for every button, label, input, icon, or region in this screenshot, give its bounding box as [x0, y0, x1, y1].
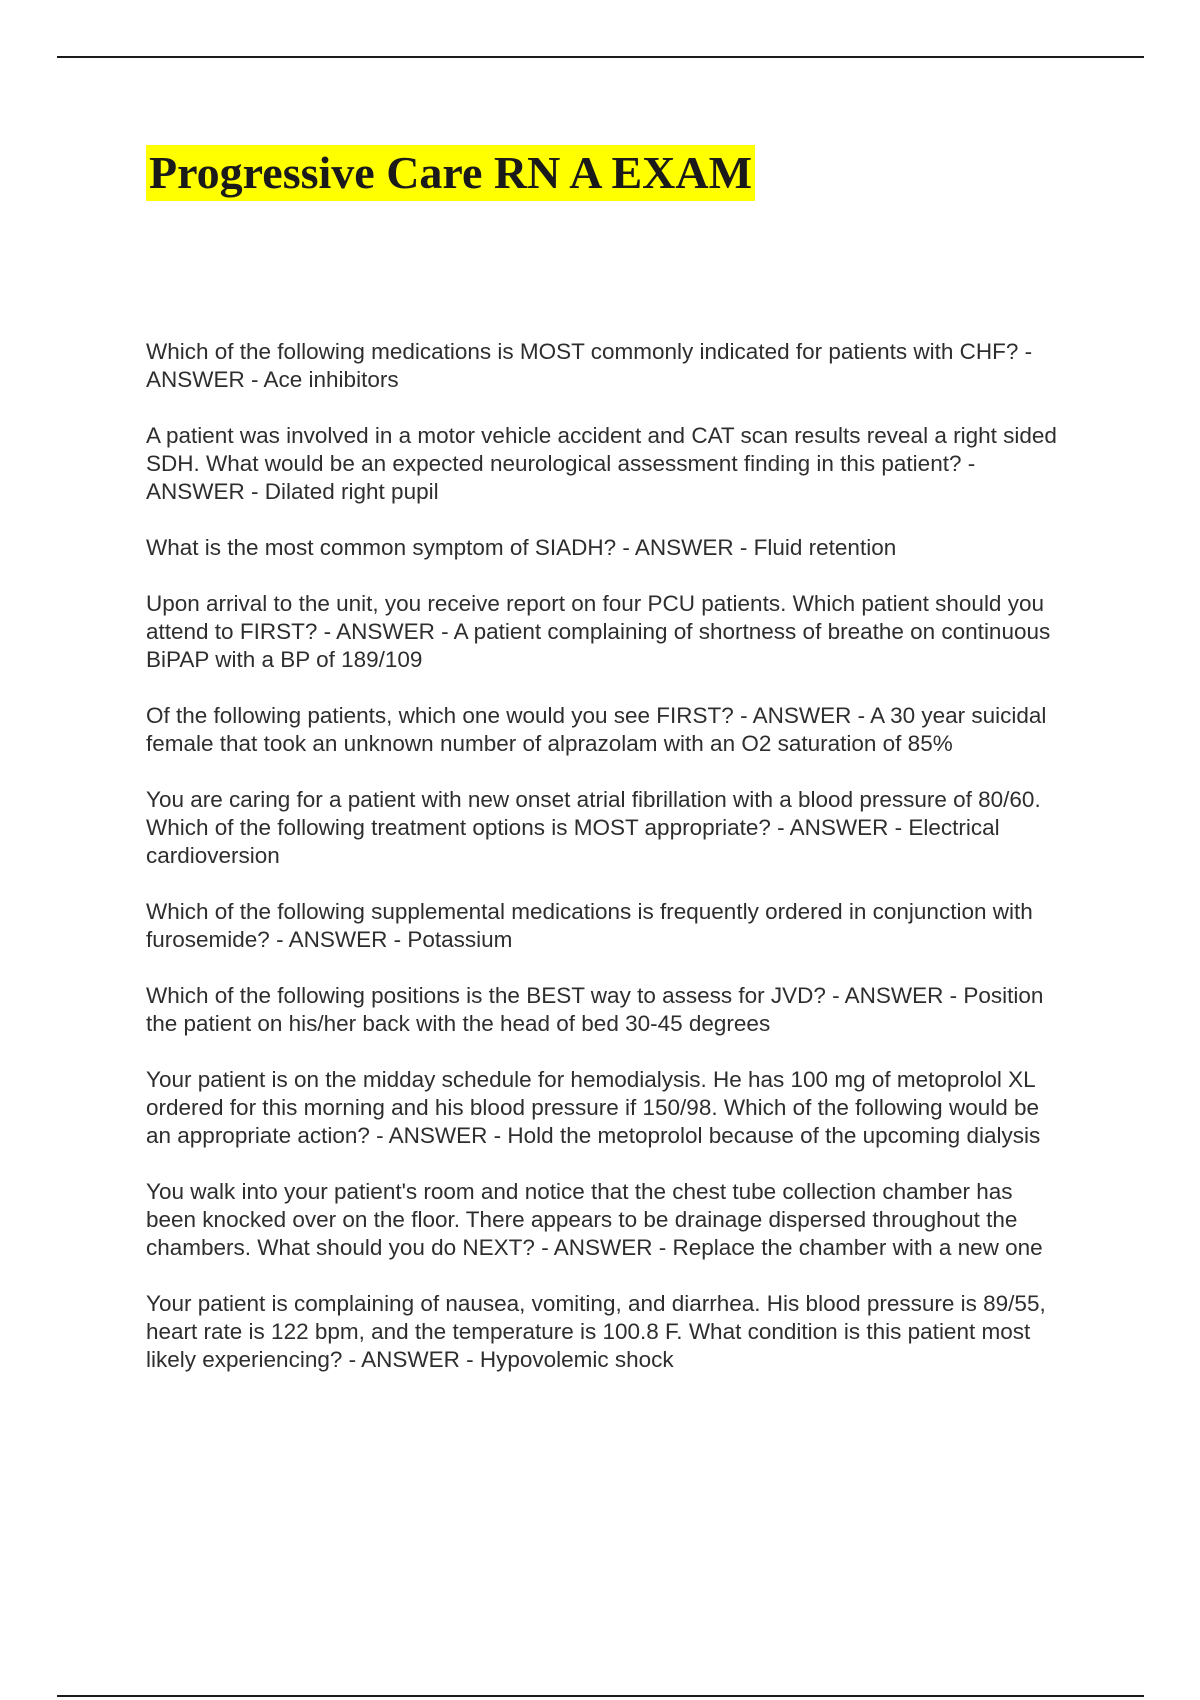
document-title: Progressive Care RN A EXAM — [146, 145, 755, 201]
qa-item-9: Your patient is on the midday schedule for hemodialysis. He has 100 mg of metoprolol XL ordered for this morning and his blood pressure if 150/98. Which of the following would be an appropriate action? - ANSWER - Hold the metoprolol because of the upcoming dialysis — [146, 1067, 1041, 1148]
qa-item-10: You walk into your patient's room and notice that the chest tube collection chamber has been knocked over on the floor. There appears to be drainage dispersed throughout the chambers. What should you do NEXT? - ANSWER - Replace the chamber with a new one — [146, 1179, 1043, 1260]
qa-item-3: What is the most common symptom of SIADH? - ANSWER - Fluid retention — [146, 535, 897, 560]
qa-item-5: Of the following patients, which one would you see FIRST? - ANSWER - A 30 year suicidal female that took an unknown number of alprazolam with an O2 saturation of 85% — [146, 703, 1047, 756]
qa-item-2: A patient was involved in a motor vehicle accident and CAT scan results reveal a right sided SDH. What would be an expected neurological assessment finding in this patient? - ANSWER - Dilated right pupil — [146, 423, 1057, 504]
qa-item-11: Your patient is complaining of nausea, vomiting, and diarrhea. His blood pressure is 89/55, heart rate is 122 bpm, and the temperature is 100.8 F. What condition is this patient most likely experiencing? - ANSWER - Hypovolemic shock — [146, 1291, 1046, 1372]
qa-item-7: Which of the following supplemental medications is frequently ordered in conjunction with furosemide? - ANSWER - Potassium — [146, 899, 1033, 952]
qa-item-6: You are caring for a patient with new onset atrial fibrillation with a blood pressure of 80/60. Which of the following treatment options is MOST appropriate? - ANSWER - Electrical cardioversion — [146, 787, 1041, 868]
qa-list — [146, 338, 1066, 1402]
title-block — [146, 145, 755, 201]
qa-item-8: Which of the following positions is the BEST way to assess for JVD? - ANSWER - Position the patient on his/her back with the head of bed 30-45 degrees — [146, 983, 1044, 1036]
top-rule — [57, 56, 1144, 58]
qa-item-4: Upon arrival to the unit, you receive report on four PCU patients. Which patient should you attend to FIRST? - ANSWER - A patient complaining of shortness of breathe on continuous BiPAP with a BP of 189/109 — [146, 591, 1051, 672]
qa-item-1: Which of the following medications is MOST commonly indicated for patients with CHF? - ANSWER - Ace inhibitors — [146, 339, 1033, 392]
bottom-rule — [57, 1695, 1144, 1697]
